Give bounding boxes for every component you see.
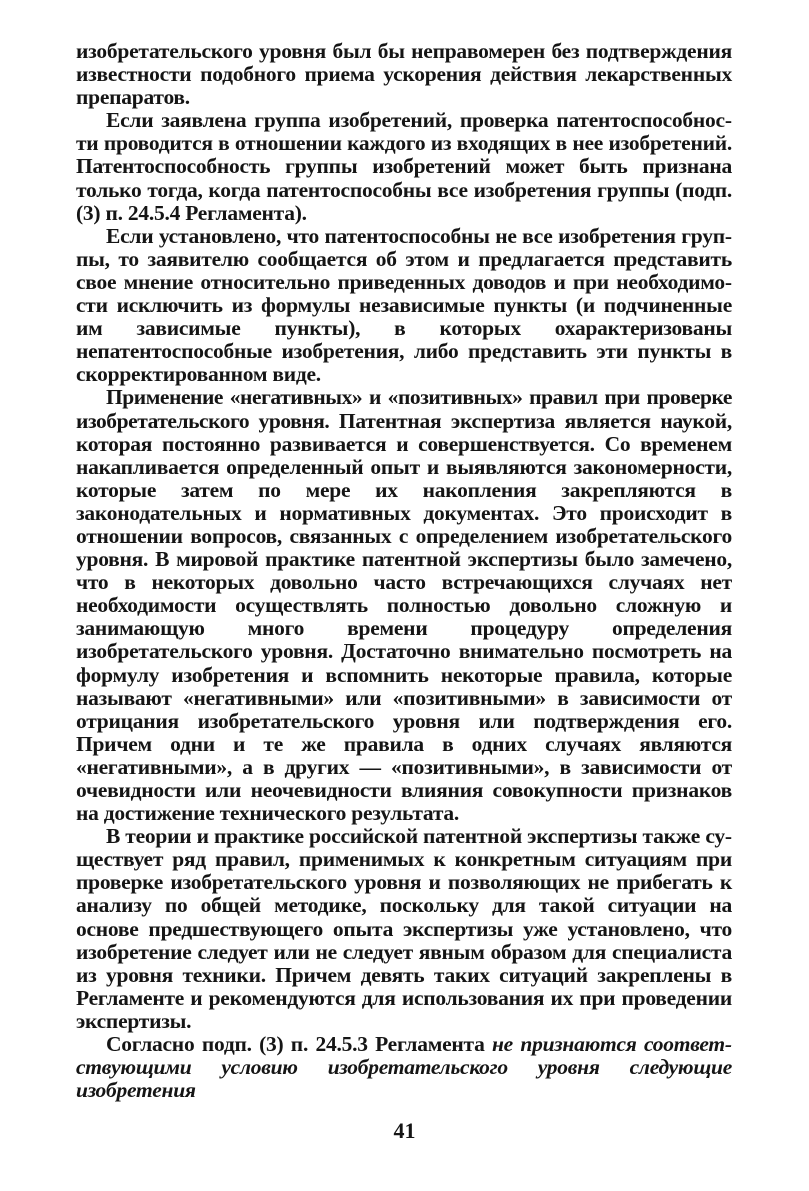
paragraph-text: Если установлено, что патентоспособны не все изобретения группы, то заявителю сообщается об этом и предлагается представить свое мнение относительно приведенных доводов и при необходимости исключить из формулы независимые пункты (и подчиненные им зависимые пункты), в которых охарактеризованы непатентоспособные изобретения, либо представить эти пункты в скорректированном виде. bbox=[76, 223, 732, 387]
paragraph-continuation bbox=[76, 40, 732, 109]
paragraph-text: Согласно подп. (3) п. 24.5.3 Регламента bbox=[106, 1032, 492, 1057]
section-heading: Применение «негативных» и «позитивных» правил при проверке изобретательского уровня. bbox=[76, 385, 732, 433]
paragraph-text: изобретательского уровня был бы неправомерен без подтверждения известности подобного приема ускорения действия лекарственных препаратов. bbox=[76, 39, 732, 110]
italic-emphasis: не признаются соответствующими условию изобретательского уровня следующие изобретения bbox=[76, 1032, 732, 1103]
paragraph-text: Патентная экспертиза является наукой, которая постоянно развивается и совершенствуется. Со временем накапливается определенный опыт и выявляются закономерности, которые затем по мере их накопления закрепляются в законодательных и нормативных документах. Это происходит в отношении вопросов, связанных с определением изобретательского уровня. В мировой практике патентной экспертизы было замечено, что в некоторых довольно часто встречающихся случаях нет необходимости осуществлять полностью довольно сложную и занимающую много времени процедуру определения изобретательского уровня. Достаточно внимательно посмотреть на формулу изобретения и вспомнить некоторые правила, которые называют «негативными» или «позитивными» в зависимости от отрицания изобретательского уровня или подтверждения его. Причем одни и те же правила в одних случаях являются «негативными», а в других — «позитивными», в зависимости от очевидности или неочевидности влияния совокупности признаков на достижение технического результата. bbox=[76, 408, 732, 826]
paragraph-regulation-reference bbox=[76, 1033, 732, 1102]
page-body bbox=[76, 40, 732, 1102]
paragraph-text: В теории и практике российской патентной экспертизы также существует ряд правил, применимых к конкретным ситуациям при проверке изобретательского уровня и позволяющих не прибегать к анализу по общей методике, поскольку для такой ситуации на основе предшествующего опыта экспертизы уже установлено, что изобретение следует или не следует явным образом для специалиста из уровня техники. Причем девять таких ситуаций закреплены в Регламенте и рекомендуются для использования их при проведении экспертизы. bbox=[76, 824, 732, 1033]
paragraph-russian-practice bbox=[76, 825, 732, 1033]
paragraph-not-all-patentable bbox=[76, 225, 732, 387]
paragraph-group-of-inventions bbox=[76, 109, 732, 224]
paragraph-rules-section bbox=[76, 386, 732, 825]
page-number: 41 bbox=[393, 1118, 416, 1143]
paragraph-text: Если заявлена группа изобретений, проверка патентоспособности проводится в отношении каждого из входящих в нее изобретений. Патентоспособность группы изобретений может быть признана только тогда, когда патентоспособны все изобретения группы (подп. (3) п. 24.5.4 Регламента). bbox=[76, 108, 732, 225]
